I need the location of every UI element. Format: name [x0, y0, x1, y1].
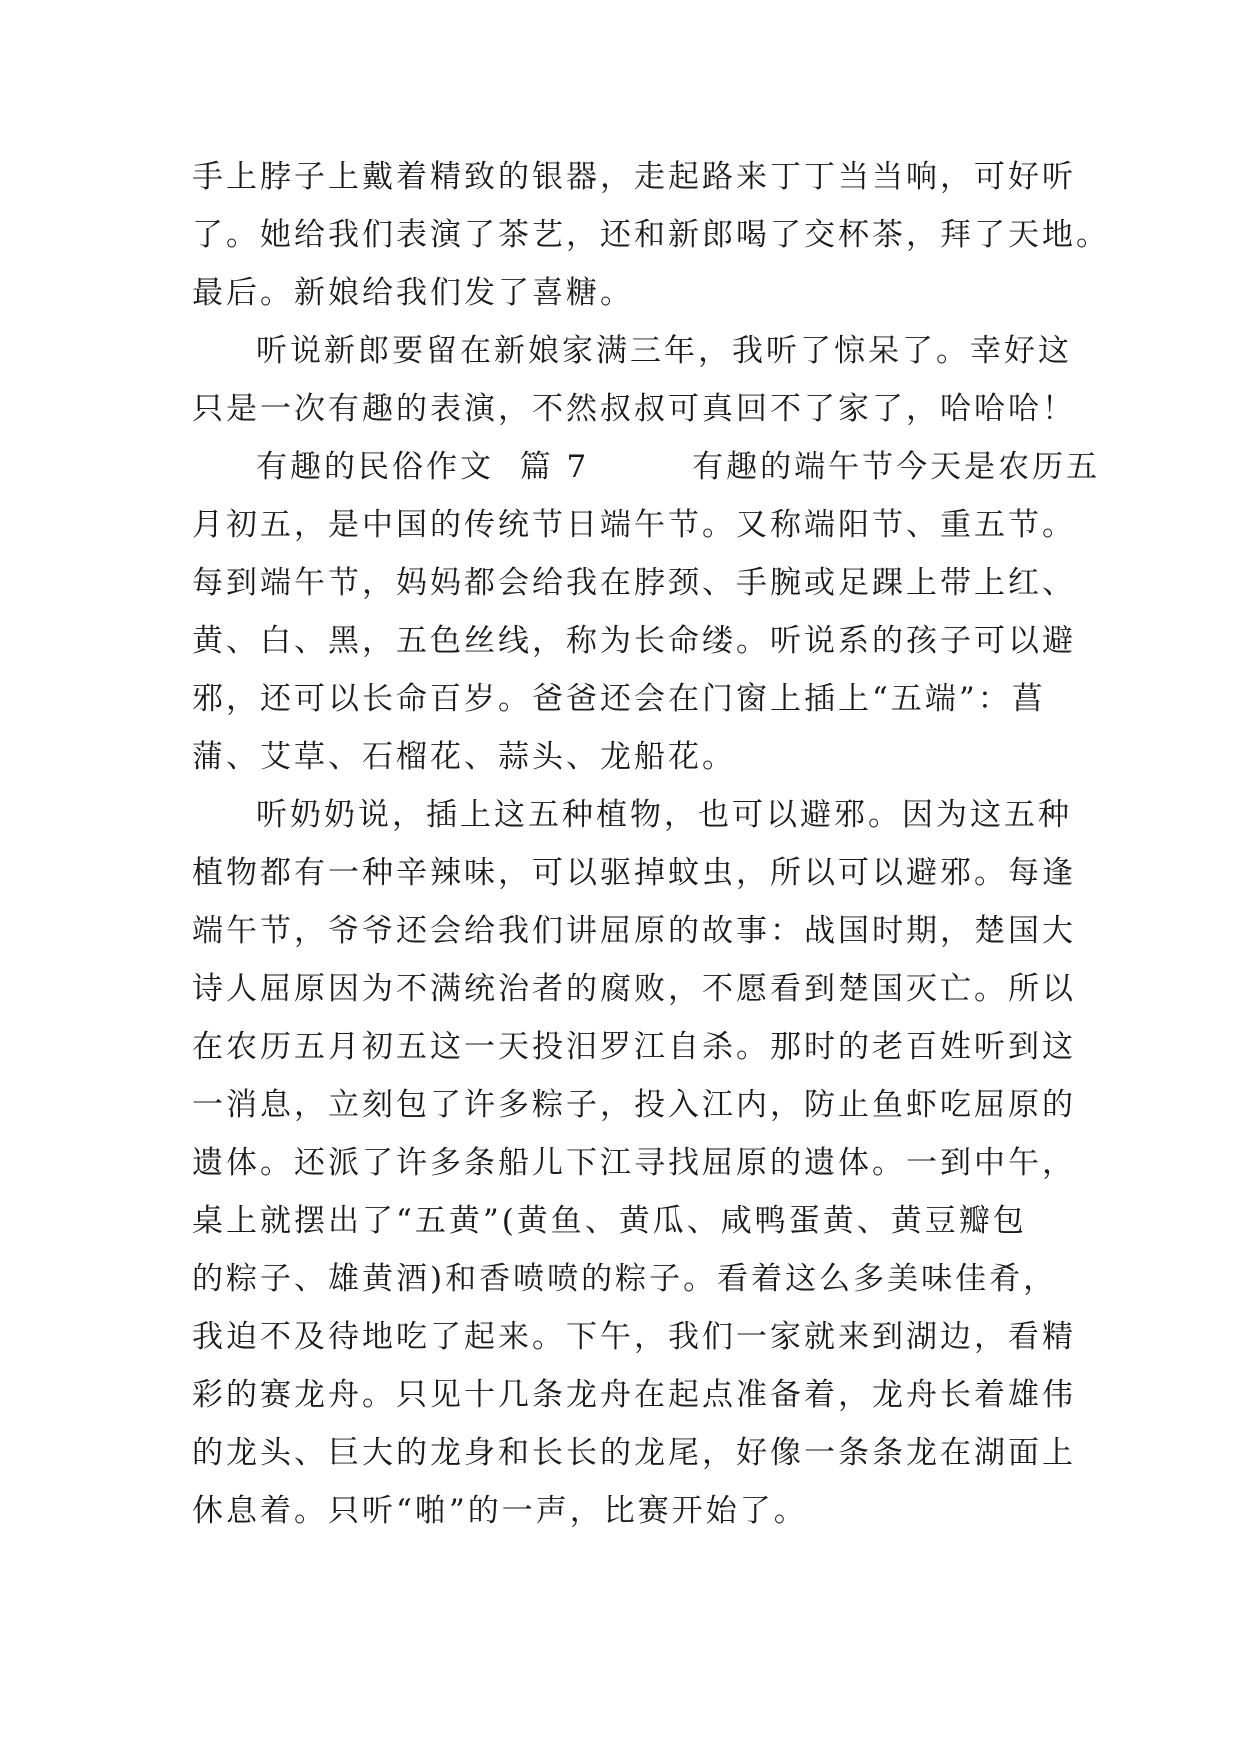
text-line: 邪，还可以长命百岁。爸爸还会在门窗上插上“五端”：菖: [192, 681, 1046, 717]
text-line: 我迫不及待地吃了起来。下午，我们一家就来到湖边，看精: [192, 1319, 1076, 1355]
text-line: 蒲、艾草、石榴花、蒜头、龙船花。: [192, 739, 736, 775]
text-line: 在农历五月初五这一天投汨罗江自杀。那时的老百姓听到这: [192, 1029, 1076, 1065]
text-line: 植物都有一种辛辣味，可以驱掉蚊虫，所以可以避邪。每逢: [192, 855, 1076, 891]
text-line: 的龙头、巨大的龙身和长长的龙尾，好像一条条龙在湖面上: [192, 1435, 1076, 1471]
paragraph-start-line: 听奶奶说，插上这五种植物，也可以避邪。因为这五种: [256, 797, 1072, 833]
text-line: 最后。新娘给我们发了喜糖。: [192, 275, 634, 311]
text-line: 一消息，立刻包了许多粽子，投入江内，防止鱼虾吃屈原的: [192, 1087, 1076, 1123]
text-line: 彩的赛龙舟。只见十几条龙舟在起点准备着，龙舟长着雄伟: [192, 1377, 1076, 1413]
text-line: 月初五，是中国的传统节日端午节。又称端阳节、重五节。: [192, 507, 1076, 543]
text-line: 的粽子、雄黄酒)和香喷喷的粽子。看着这么多美味佳肴，: [192, 1261, 1058, 1297]
paragraph-start-line: 听说新郎要留在新娘家满三年，我听了惊呆了。幸好这: [256, 333, 1072, 369]
text-line: 只是一次有趣的表演，不然叔叔可真回不了家了，哈哈哈！: [192, 391, 1076, 427]
text-line: 黄、白、黑，五色丝线，称为长命缕。听说系的孩子可以避: [192, 623, 1076, 659]
text-line: 桌上就摆出了“五黄”(黄鱼、黄瓜、咸鸭蛋黄、黄豆瓣包: [192, 1203, 1027, 1239]
text-line: 端午节，爷爷还会给我们讲屈原的故事：战国时期，楚国大: [192, 913, 1076, 949]
text-line: 每到端午节，妈妈都会给我在脖颈、手腕或足踝上带上红、: [192, 565, 1076, 601]
text-line: 休息着。只听“啪”的一声，比赛开始了。: [192, 1493, 808, 1529]
text-line: 诗人屈原因为不满统治者的腐败，不愿看到楚国灭亡。所以: [192, 971, 1076, 1007]
text-line: 遗体。还派了许多条船儿下江寻找屈原的遗体。一到中午，: [192, 1145, 1076, 1181]
document-body: [192, 148, 1110, 1540]
text-line: 了。她给我们表演了茶艺，还和新郎喝了交杯茶，拜了天地。: [192, 217, 1110, 253]
text-line: 手上脖子上戴着精致的银器，走起路来丁丁当当响，可好听: [192, 159, 1076, 195]
section-heading-line: 有趣的民俗作文 篇 7 有趣的端午节今天是农历五: [256, 449, 1101, 485]
